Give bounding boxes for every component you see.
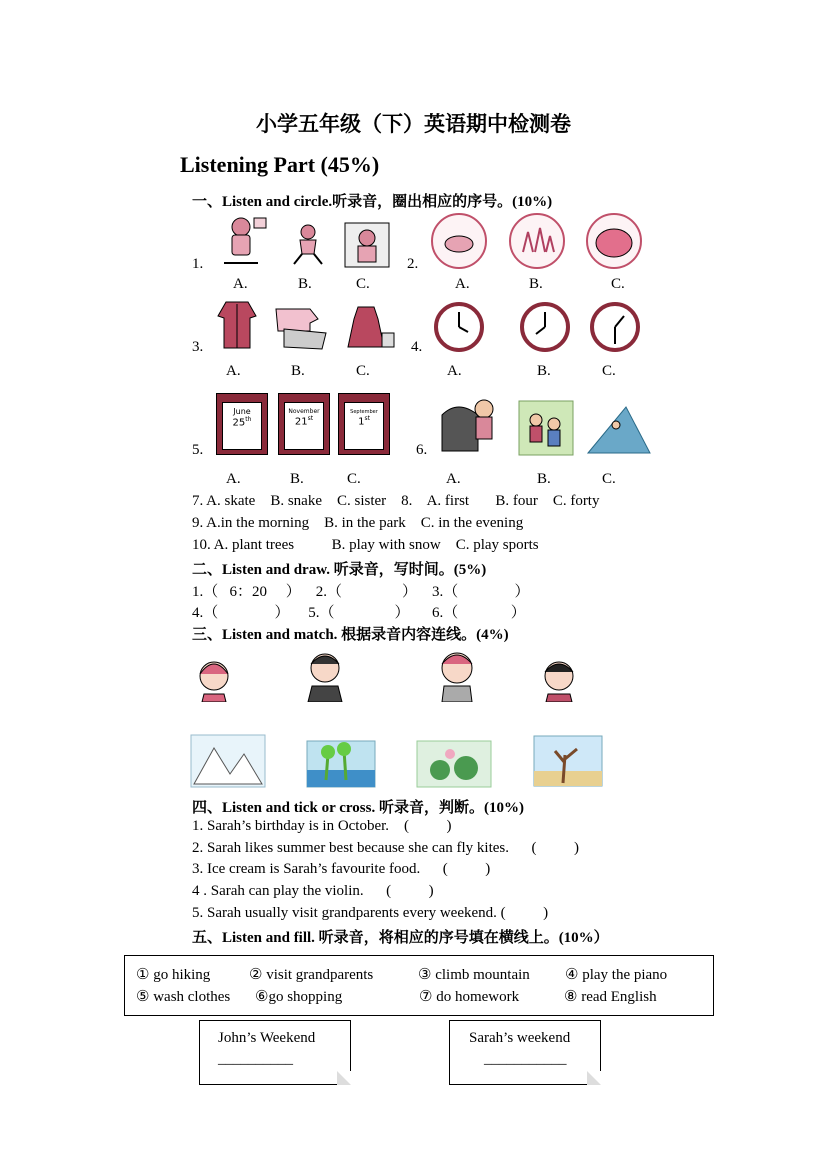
q2-option-a: A. <box>455 276 470 292</box>
clock-c-picture <box>584 302 646 352</box>
q5-option-a: A. <box>226 471 241 487</box>
word-bank-option-3: ③ climb mountain <box>418 967 530 983</box>
kids-playing-picture <box>518 400 574 456</box>
word-bank-option-4: ④ play the piano <box>565 967 668 983</box>
calendar-june-picture <box>216 393 268 455</box>
section2-heading: 二、Listen and draw. 听录音，写时间。(5%) <box>192 562 487 578</box>
judge-item-4: 4 . Sarah can play the violin. ( ) <box>192 883 434 899</box>
calendar-day: 1 <box>358 416 365 428</box>
calendar-month: November <box>288 408 320 415</box>
section4-heading: 四、Listen and tick or cross. 听录音，判断。(10%) <box>192 800 524 816</box>
climbing-mountain-picture <box>586 403 652 455</box>
q4-option-b: B. <box>537 363 551 379</box>
judge-item-2: 2. Sarah likes summer best because she can fly kites. ( ) <box>192 840 579 856</box>
calendar-september-picture <box>338 393 390 455</box>
calendar-suffix: st <box>364 415 370 422</box>
word-bank-option-8: ⑧ read English <box>564 989 657 1005</box>
time-blanks-row2: 4.（ ） 5.（ ） 6.（ ） <box>192 605 526 621</box>
word-bank-option-6: ⑥go shopping <box>255 989 343 1005</box>
q5-option-c: C. <box>347 471 361 487</box>
dress-picture <box>344 303 396 353</box>
q1-option-b: B. <box>298 276 312 292</box>
girl-face-picture <box>192 654 236 702</box>
calendar-day: 25 <box>232 417 246 429</box>
coat-picture <box>212 298 262 354</box>
clock-a-picture <box>432 302 486 352</box>
beach-trees-picture <box>306 740 376 788</box>
q10-line: 10. A. plant trees B. play with snow C. play sports <box>192 537 539 553</box>
q3-option-c: C. <box>356 363 370 379</box>
circle-trees-picture <box>508 212 566 270</box>
man-face-picture <box>302 646 348 702</box>
part-heading: Listening Part (45%) <box>180 152 380 177</box>
john-weekend-card <box>199 1020 351 1085</box>
q2-option-c: C. <box>611 276 625 292</box>
judge-item-5: 5. Sarah usually visit grandparents every weekend. ( ) <box>192 905 549 921</box>
page-title: 小学五年级（下）英语期中检测卷 <box>256 112 571 136</box>
autumn-tree-picture <box>533 735 603 787</box>
q6-option-c: C. <box>602 471 616 487</box>
circle-scene-picture <box>430 212 488 270</box>
page-fold-icon <box>587 1071 601 1085</box>
q2-number: 2. <box>407 256 419 272</box>
q4-option-c: C. <box>602 363 616 379</box>
q2-option-b: B. <box>529 276 543 292</box>
q3-number: 3. <box>192 339 204 355</box>
q1-number: 1. <box>192 256 204 272</box>
john-weekend-label: John’s Weekend <box>218 1030 316 1046</box>
q3-option-b: B. <box>291 363 305 379</box>
q4-number: 4. <box>411 339 423 355</box>
q6-option-a: A. <box>446 471 461 487</box>
clock-b-picture <box>518 302 572 352</box>
circle-flowers-picture <box>585 212 643 270</box>
calendar-suffix: th <box>245 416 252 423</box>
sarah-weekend-card <box>449 1020 601 1085</box>
q1-option-c: C. <box>356 276 370 292</box>
word-bank-option-5: ⑤ wash clothes <box>136 989 231 1005</box>
section3-heading: 三、Listen and match. 根据录音内容连线。(4%) <box>192 627 509 643</box>
sweater-pants-picture <box>270 303 332 353</box>
calendar-november-picture <box>278 393 330 455</box>
sarah-weekend-blank[interactable]: ___________ <box>484 1051 567 1067</box>
judge-item-1: 1. Sarah’s birthday is in October. ( ) <box>192 818 452 834</box>
calendar-month: September <box>350 409 378 415</box>
q7-q8-line: 7. A. skate B. snake C. sister 8. A. first B. four C. forty <box>192 493 600 509</box>
q6-option-b: B. <box>537 471 551 487</box>
snow-mountain-picture <box>190 734 266 788</box>
page-fold-icon <box>337 1071 351 1085</box>
lotus-pond-picture <box>416 740 492 788</box>
q5-option-b: B. <box>290 471 304 487</box>
sarah-weekend-label: Sarah’s weekend <box>469 1030 571 1046</box>
kid-face-picture <box>538 654 580 702</box>
girl-sister-picture <box>344 222 390 268</box>
john-weekend-blank[interactable]: __________ <box>218 1051 293 1067</box>
section1-heading: 一、Listen and circle.听录音，圈出相应的序号。(10%) <box>192 194 553 210</box>
q9-line: 9. A.in the morning B. in the park C. in the evening <box>192 515 524 531</box>
word-bank-option-2: ② visit grandparents <box>249 967 374 983</box>
girl-skating-picture <box>214 213 268 269</box>
q3-option-a: A. <box>226 363 241 379</box>
q5-number: 5. <box>192 442 204 458</box>
q6-number: 6. <box>416 442 428 458</box>
word-bank-option-1: ① go hiking <box>136 967 211 983</box>
time-blanks-row1: 1.（ 6：20 ） 2.（ ） 3.（ ） <box>192 584 530 600</box>
q1-option-a: A. <box>233 276 248 292</box>
word-bank-option-7: ⑦ do homework <box>419 989 520 1005</box>
boy-piano-picture <box>438 395 500 455</box>
q4-option-a: A. <box>447 363 462 379</box>
judge-item-3: 3. Ice cream is Sarah’s favourite food. ( ) <box>192 861 491 877</box>
boy-face-picture <box>432 646 482 702</box>
calendar-day: 21 <box>294 416 308 428</box>
section5-heading: 五、Listen and fill. 听录音，将相应的序号填在横线上。(10%） <box>192 930 609 946</box>
calendar-suffix: st <box>307 415 314 422</box>
calendar-month: June <box>233 407 251 416</box>
girl-running-picture <box>286 222 328 268</box>
